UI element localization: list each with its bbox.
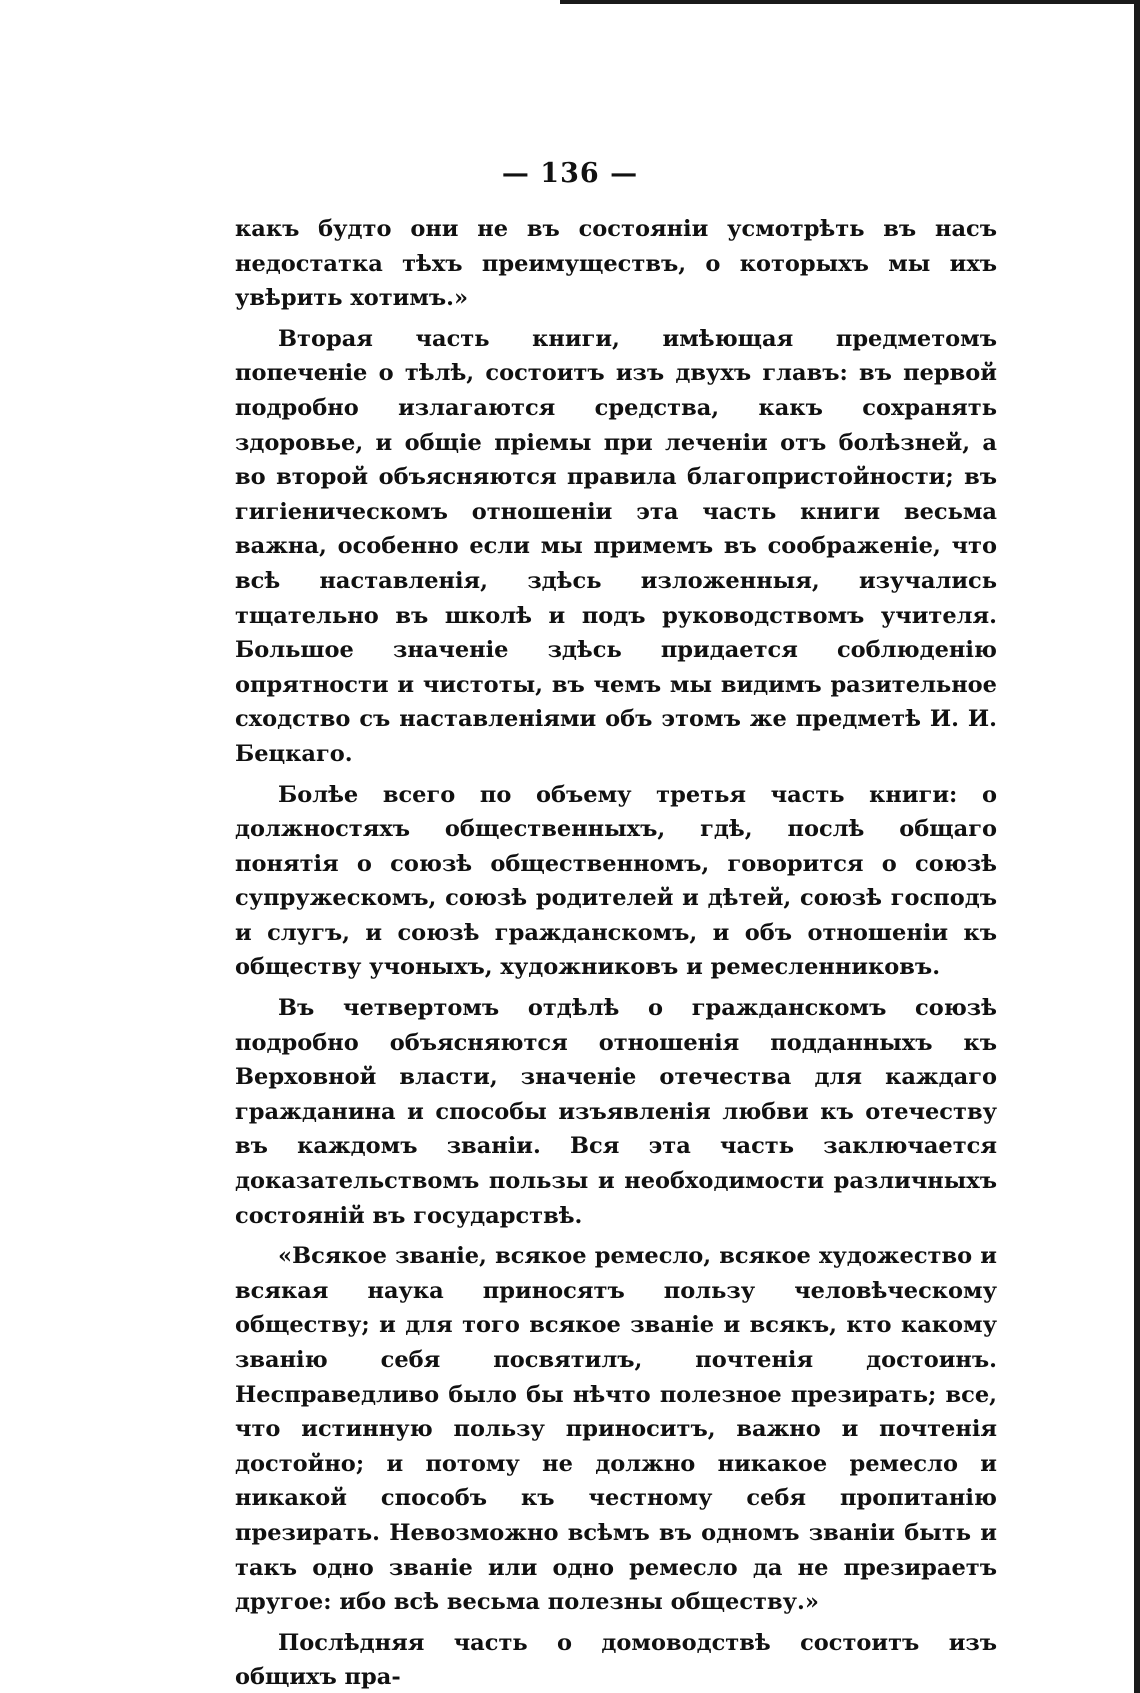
scan-edge-right	[1134, 0, 1140, 1693]
paragraph: Вторая часть книги, имѣющая предметомъ попеченіе о тѣлѣ, состоитъ изъ двухъ главъ: въ первой подробно излагаются средства, какъ сохранять здоровье, и общіе пріемы при леченіи отъ болѣзней, а во второй объясняются правила благопристойности; въ гигіеническомъ отношеніи эта часть книги весьма важна, особенно если мы примемъ въ соображеніе, что всѣ наставленія, здѣсь изложенныя, изучались тщательно въ школѣ и подъ руководствомъ учителя. Большое значеніе здѣсь придается соблюденію опрятности и чистоты, въ чемъ мы видимъ разительное сходство съ наставленіями объ этомъ же предметѣ И. И. Бецкаго.	[235, 325, 997, 767]
paragraph: Послѣдняя часть о домоводствѣ состоитъ изъ общихъ пра-	[235, 1629, 997, 1691]
paragraph: Въ четвертомъ отдѣлѣ о гражданскомъ союзѣ подробно объясняются отношенія подданныхъ къ Верховной власти, значеніе отечества для каждаго гражданина и способы изъявленія любви къ отечеству въ каждомъ званіи. Вся эта часть заключается доказательствомъ пользы и необходимости различныхъ состояній въ государствѣ.	[235, 995, 997, 1229]
scan-edge-top	[560, 0, 1140, 4]
page-number: — 136 —	[501, 158, 639, 189]
body-text	[235, 212, 997, 1693]
paragraph: какъ будто они не въ состояніи усмотрѣть въ насъ недостатка тѣхъ преимуществъ, о которыхъ мы ихъ увѣрить хотимъ.»	[235, 216, 997, 312]
paragraph: Болѣе всего по объему третья часть книги: о должностяхъ общественныхъ, гдѣ, послѣ общаго понятія о союзѣ общественномъ, говорится о союзѣ супружескомъ, союзѣ родителей и дѣтей, союзѣ господъ и слугъ, и союзѣ гражданскомъ, и объ отношеніи къ обществу учоныхъ, художниковъ и ремесленниковъ.	[235, 781, 997, 981]
quote-paragraph: «Всякое званіе, всякое ремесло, всякое художество и всякая наука приносятъ пользу человѣческому обществу; и для того всякое званіе и всякъ, кто какому званію себя посвятилъ, почтенія достоинъ. Несправедливо было бы нѣчто полезное презирать; все, что истинную пользу приноситъ, важно и почтенія достойно; и потому не должно никакое ремесло и никакой способъ къ честному себя пропитанію презирать. Невозможно всѣмъ въ одномъ званіи быть и такъ одно званіе или одно ремесло да не презираетъ другое: ибо всѣ весьма полезны обществу.»	[235, 1243, 997, 1616]
